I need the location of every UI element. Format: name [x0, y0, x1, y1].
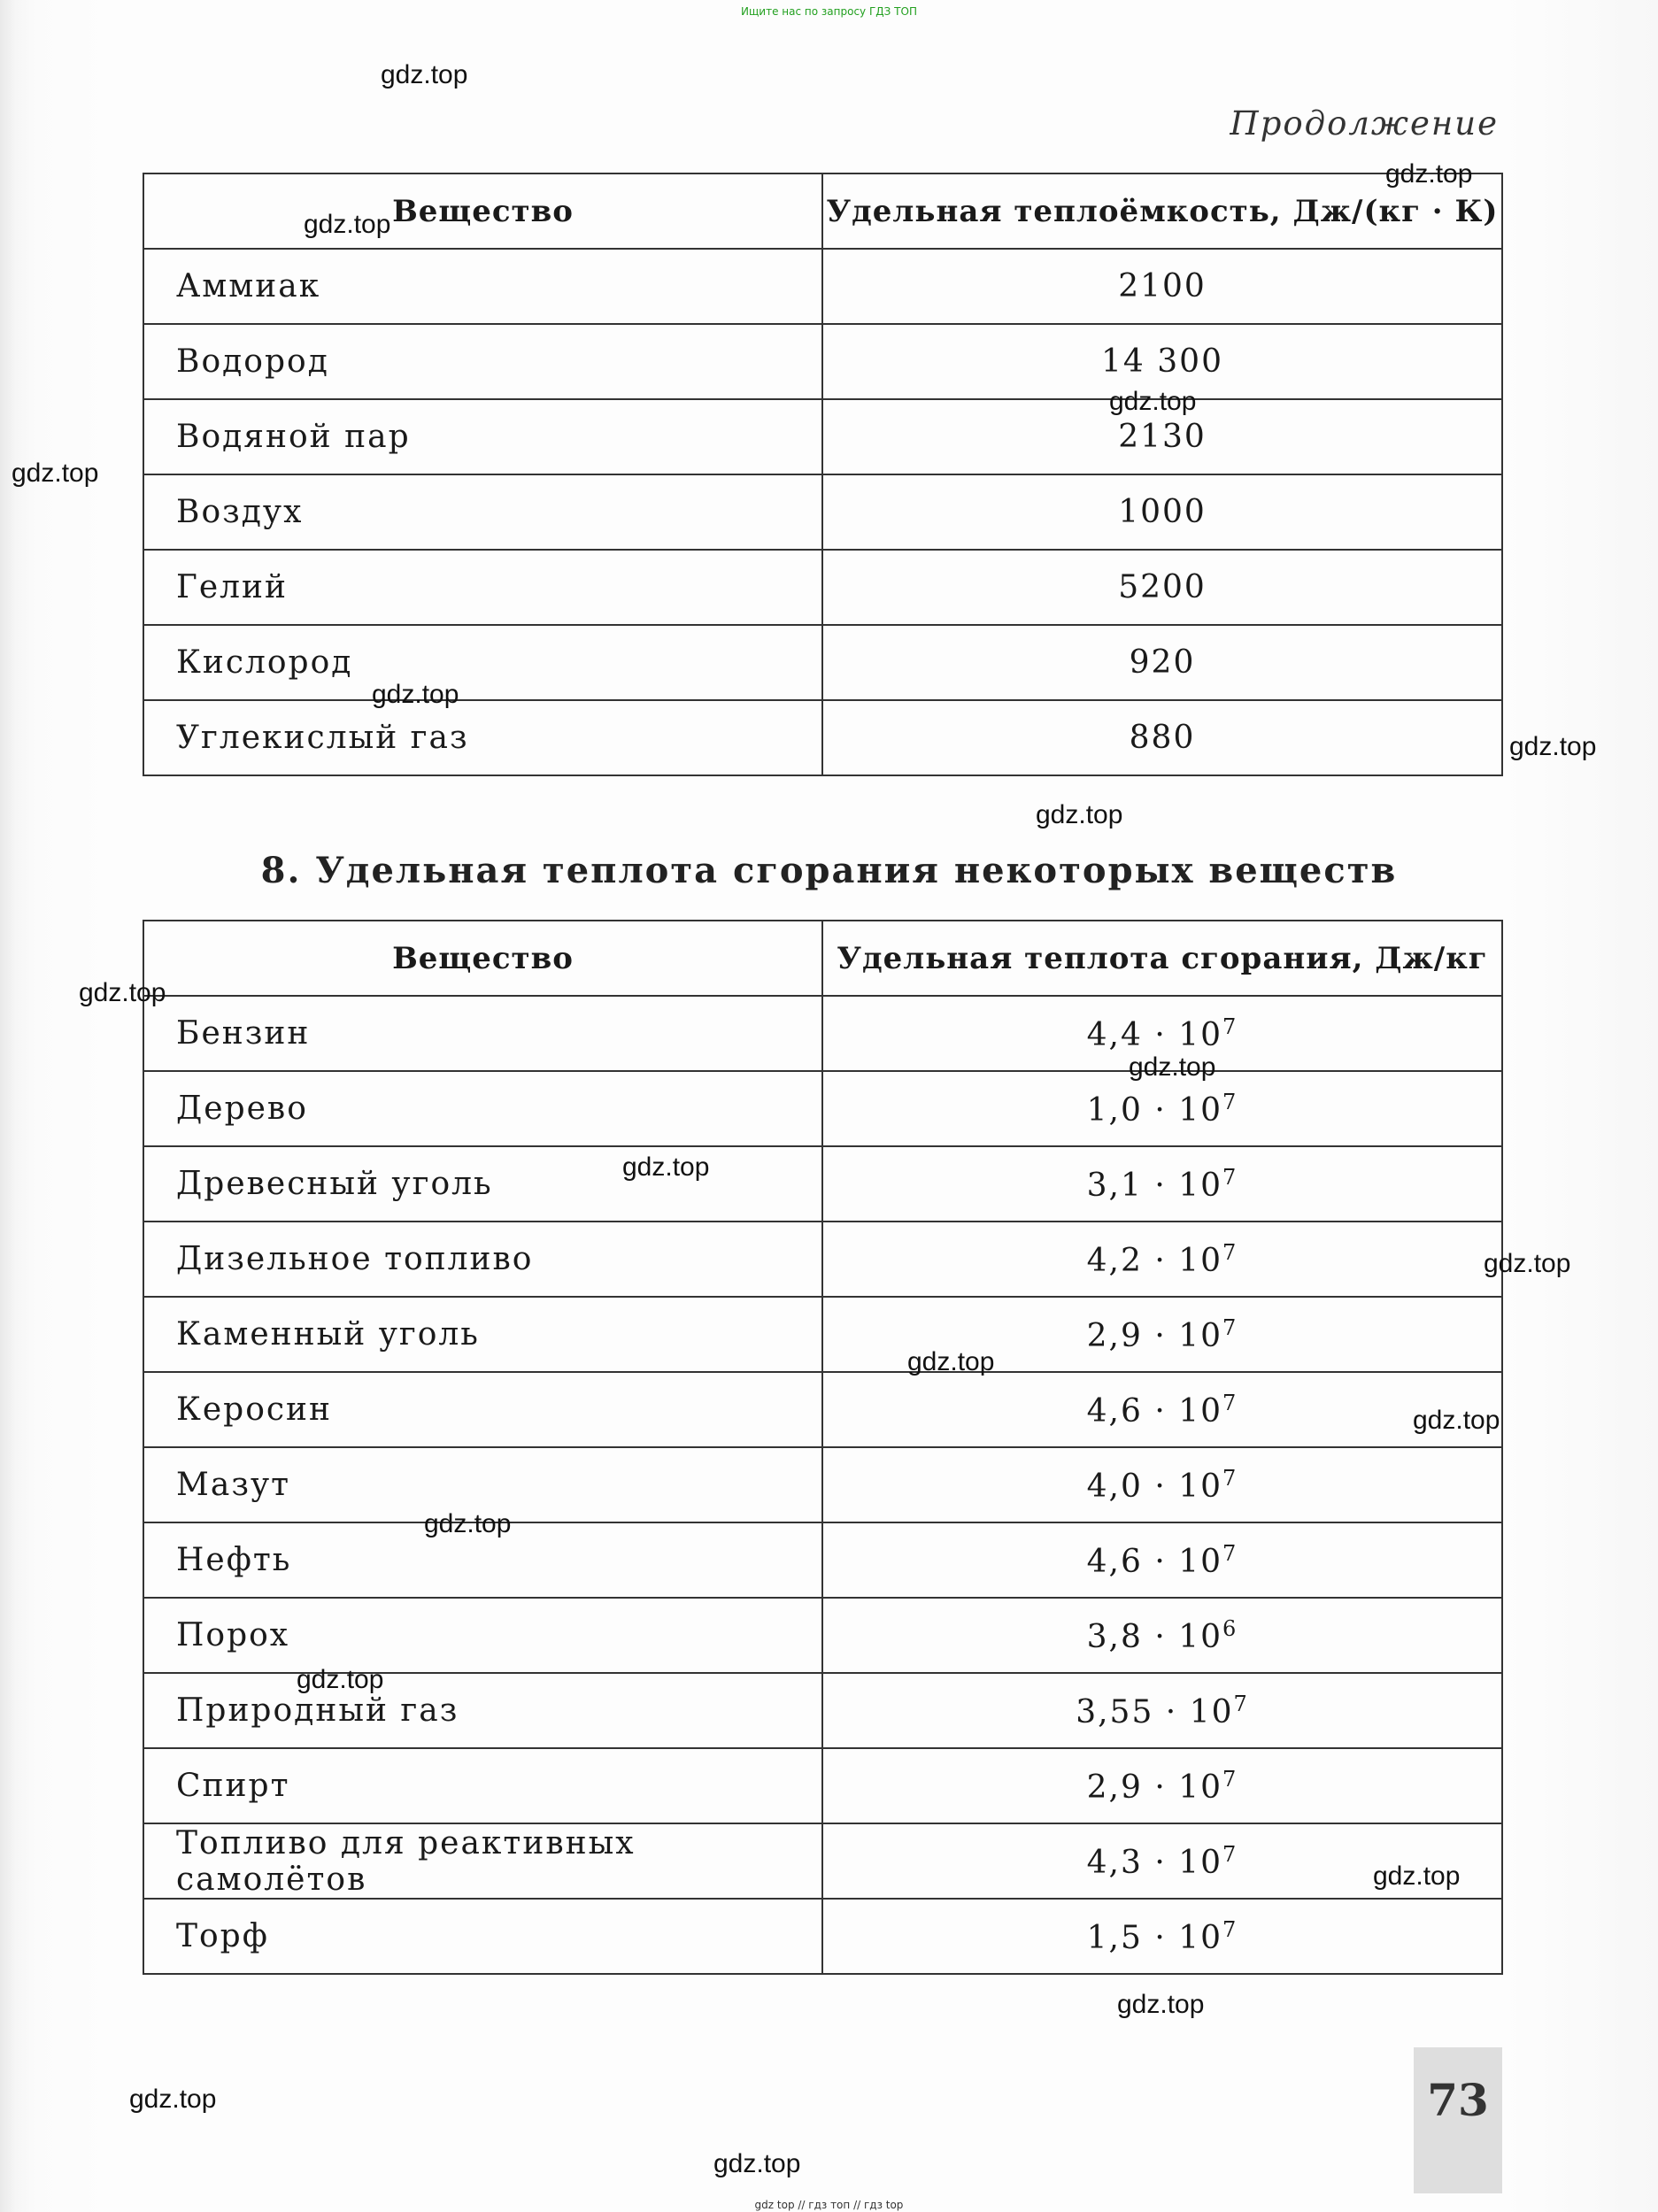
table-row [143, 1071, 1502, 1146]
table-row [143, 1146, 1502, 1222]
watermark: gdz.top [304, 210, 391, 239]
watermark: gdz.top [713, 2149, 801, 2178]
value-mantissa: 4,6 · 10 [1086, 1543, 1223, 1580]
value-exponent: 7 [1222, 1916, 1238, 1942]
value-exponent: 7 [1222, 1841, 1238, 1867]
value-cell: 2130 [822, 399, 1502, 474]
substance-cell: Мазут [143, 1447, 822, 1522]
substance-cell: Нефть [143, 1522, 822, 1598]
table-row [143, 996, 1502, 1071]
table-row [143, 399, 1502, 474]
table-row [143, 700, 1502, 775]
value-cell [822, 1673, 1502, 1748]
table-header-row [143, 921, 1502, 996]
value-exponent: 7 [1222, 1540, 1238, 1566]
watermark: gdz.top [1373, 1861, 1461, 1891]
substance-cell: Древесный уголь [143, 1146, 822, 1222]
table-row [143, 1823, 1502, 1899]
watermark: gdz.top [381, 60, 468, 89]
table-row [143, 249, 1502, 324]
substance-cell: Каменный уголь [143, 1297, 822, 1372]
table-row [143, 625, 1502, 700]
value-cell: 920 [822, 625, 1502, 700]
value-cell [822, 1522, 1502, 1598]
section-title: 8. Удельная теплота сгорания некоторых веществ [260, 850, 1398, 891]
value-exponent: 7 [1222, 1089, 1238, 1114]
value-cell [822, 1146, 1502, 1222]
value-cell [822, 1222, 1502, 1297]
watermark: gdz.top [372, 680, 459, 709]
page-number: 73 [1427, 2074, 1489, 2126]
watermark: gdz.top [297, 1665, 384, 1694]
value-cell: 5200 [822, 550, 1502, 625]
substance-cell: Порох [143, 1598, 822, 1673]
combustion-heat-table [143, 920, 1503, 1975]
table-row [143, 1522, 1502, 1598]
substance-cell: Водяной пар [143, 399, 822, 474]
substance-cell: Керосин [143, 1372, 822, 1447]
specific-heat-table [143, 173, 1503, 776]
value-mantissa: 4,6 · 10 [1086, 1392, 1223, 1430]
value-mantissa: 4,3 · 10 [1086, 1844, 1223, 1881]
value-exponent: 7 [1222, 1766, 1238, 1792]
table-row [143, 1748, 1502, 1823]
value-exponent: 7 [1222, 1314, 1238, 1340]
value-cell [822, 1748, 1502, 1823]
substance-cell: Спирт [143, 1748, 822, 1823]
watermark: gdz.top [1413, 1406, 1500, 1435]
value-mantissa: 1,0 · 10 [1086, 1091, 1223, 1129]
value-exponent: 7 [1222, 1390, 1238, 1415]
value-mantissa: 4,4 · 10 [1086, 1016, 1223, 1053]
column-header-substance: Вещество [143, 173, 822, 249]
substance-cell: Водород [143, 324, 822, 399]
value-cell: 2100 [822, 249, 1502, 324]
table-row [143, 1222, 1502, 1297]
value-cell: 880 [822, 700, 1502, 775]
table-row [143, 550, 1502, 625]
substance-cell: Природный газ [143, 1673, 822, 1748]
watermark: gdz.top [907, 1347, 995, 1376]
value-exponent: 7 [1222, 1239, 1238, 1265]
value-mantissa: 3,1 · 10 [1086, 1167, 1223, 1204]
substance-cell: Бензин [143, 996, 822, 1071]
watermark: gdz.top [622, 1152, 710, 1182]
value-cell: 1000 [822, 474, 1502, 550]
watermark: gdz.top [424, 1509, 512, 1538]
footer-links[interactable]: gdz top // гдз топ // гдз top [754, 2199, 904, 2211]
watermark: gdz.top [129, 2085, 217, 2114]
substance-cell: Аммиак [143, 249, 822, 324]
substance-cell: Воздух [143, 474, 822, 550]
top-banner-link[interactable]: Ищите нас по запросу ГДЗ ТОП [741, 5, 917, 18]
substance-cell: Кислород [143, 625, 822, 700]
column-header-combustion-heat: Удельная теплота сгорания, Дж/кг [822, 921, 1502, 996]
value-mantissa: 3,55 · 10 [1076, 1693, 1234, 1730]
value-exponent: 7 [1222, 1465, 1238, 1491]
watermark: gdz.top [1109, 387, 1197, 416]
value-cell [822, 1372, 1502, 1447]
table-row [143, 1447, 1502, 1522]
value-cell: 14 300 [822, 324, 1502, 399]
substance-cell: Торф [143, 1899, 822, 1974]
substance-cell: Углекислый газ [143, 700, 822, 775]
value-cell [822, 1447, 1502, 1522]
substance-cell: Топливо для реактивных самолётов [143, 1823, 822, 1899]
substance-cell: Гелий [143, 550, 822, 625]
watermark: gdz.top [1129, 1052, 1216, 1082]
value-exponent: 7 [1233, 1691, 1249, 1716]
table-row [143, 1372, 1502, 1447]
table-row [143, 324, 1502, 399]
column-header-heat-capacity: Удельная теплоёмкость, Дж/(кг · К) [822, 173, 1502, 249]
substance-cell: Дизельное топливо [143, 1222, 822, 1297]
column-header-substance: Вещество [143, 921, 822, 996]
substance-cell: Дерево [143, 1071, 822, 1146]
value-exponent: 6 [1222, 1615, 1238, 1641]
watermark: gdz.top [1036, 800, 1123, 829]
table-row [143, 1297, 1502, 1372]
continuation-label: Продолжение [1230, 104, 1499, 143]
page-number-box [1414, 2047, 1502, 2193]
value-mantissa: 3,8 · 10 [1086, 1618, 1223, 1655]
value-cell [822, 1598, 1502, 1673]
watermark: gdz.top [1385, 159, 1473, 189]
watermark: gdz.top [1117, 1990, 1205, 2019]
value-mantissa: 2,9 · 10 [1086, 1769, 1223, 1806]
value-cell [822, 1899, 1502, 1974]
value-mantissa: 4,0 · 10 [1086, 1468, 1223, 1505]
watermark: gdz.top [12, 459, 99, 488]
value-mantissa: 1,5 · 10 [1086, 1919, 1223, 1956]
table-row [143, 474, 1502, 550]
watermark: gdz.top [1484, 1249, 1571, 1278]
watermark: gdz.top [79, 978, 166, 1007]
value-mantissa: 2,9 · 10 [1086, 1317, 1223, 1354]
value-exponent: 7 [1222, 1014, 1238, 1039]
value-mantissa: 4,2 · 10 [1086, 1242, 1223, 1279]
table-row [143, 1598, 1502, 1673]
table-row [143, 1899, 1502, 1974]
value-exponent: 7 [1222, 1164, 1238, 1190]
watermark: gdz.top [1509, 732, 1597, 761]
